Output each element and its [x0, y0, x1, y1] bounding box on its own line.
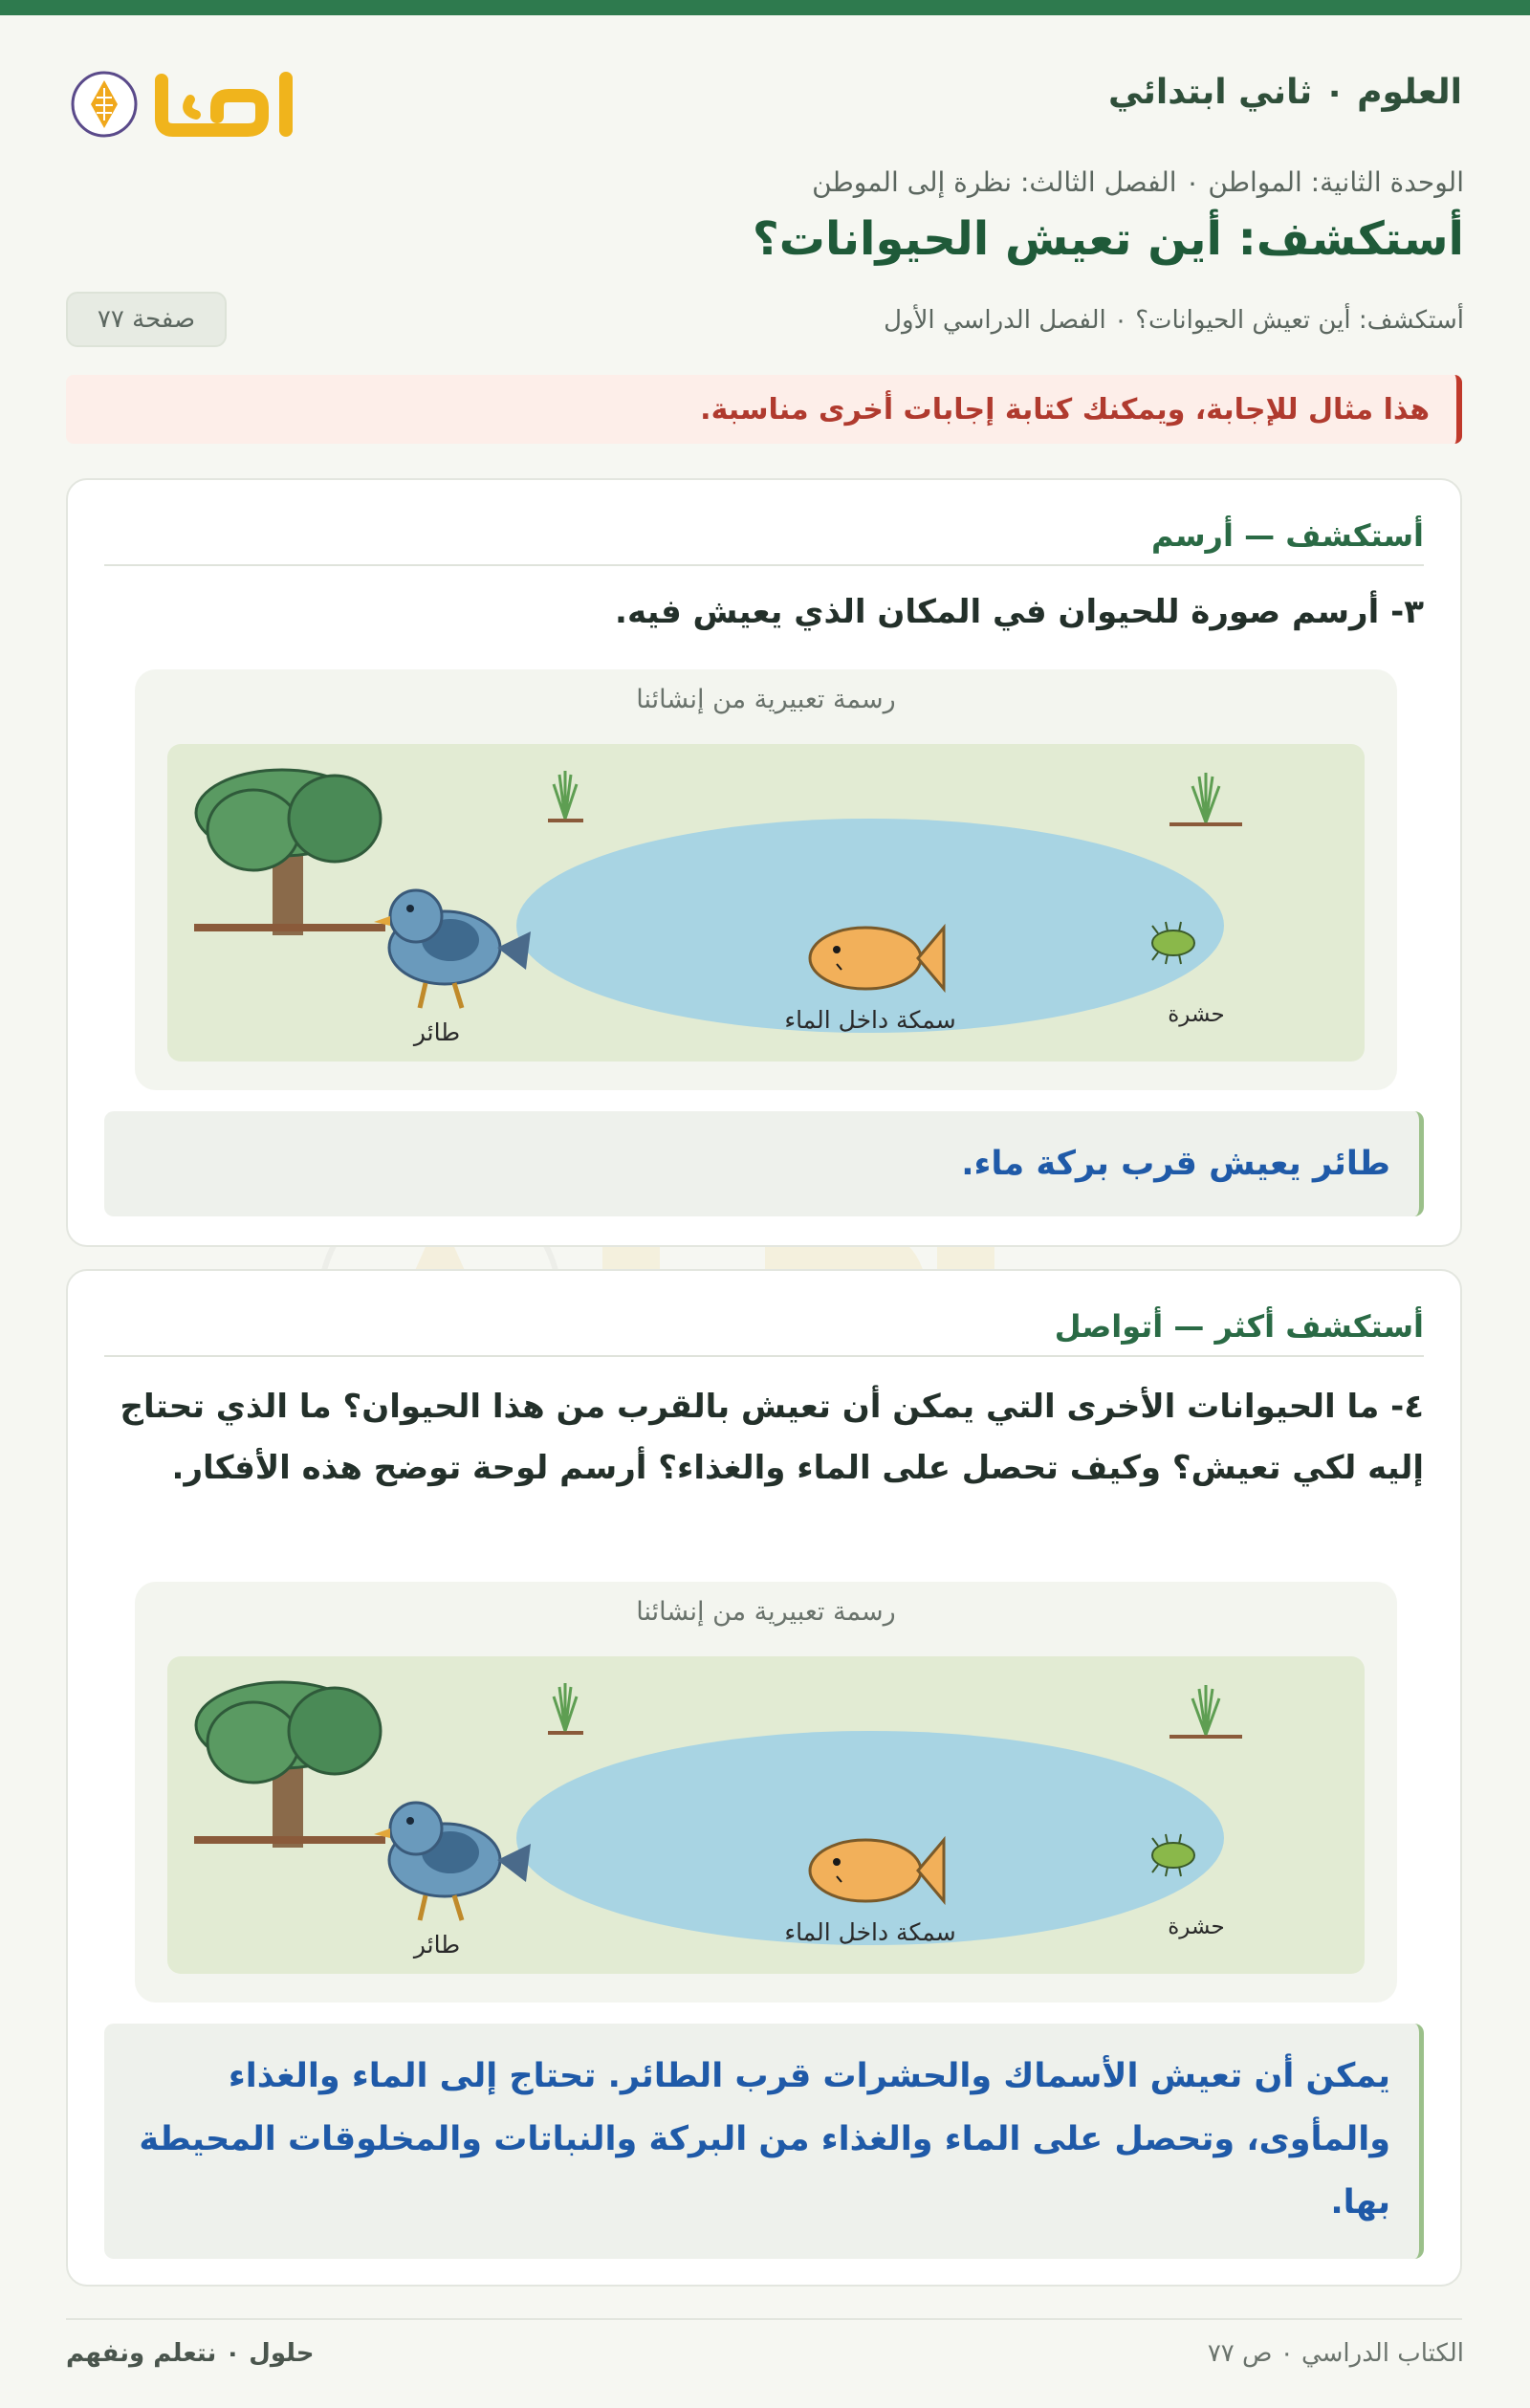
drawing-panel [135, 669, 1397, 1090]
footer-divider [66, 2318, 1462, 2320]
drawing-caption: رسمة تعبيرية من إنشائنا [636, 685, 896, 714]
drawing-panel [135, 1582, 1397, 2003]
pond [516, 819, 1224, 1033]
fish-label: سمكة داخل الماء [784, 1918, 956, 1946]
section-card-draw [66, 478, 1462, 1247]
section-card-communicate [66, 1269, 1462, 2287]
question-text: ٤- ما الحيوانات الأخرى التي يمكن أن تعيش بالقرب من هذا الحيوان؟ ما الذي تحتاج إليه لكي تعيش؟ وكيف تحصل على الماء والغذاء؟ أرسم لوحة توضح هذه الأفكار. [120, 1388, 1424, 1487]
bird-label: طائر [413, 1018, 461, 1046]
question-text: ٣- أرسم صورة للحيوان في المكان الذي يعيش فيه. [615, 593, 1424, 631]
answer-box: يمكن أن تعيش الأسماك والحشرات قرب الطائر. تحتاج إلى الماء والغذاء والمأوى، وتحصل على الماء والغذاء من البركة والنباتات والمخلوقات المحيطة بها. [104, 2024, 1424, 2259]
unit-chapter-line: الوحدة الثانية: المواطن ٠ الفصل الثالث: نظرة إلى الموطن [812, 166, 1464, 198]
page-header [66, 54, 1462, 149]
fish-label: سمكة داخل الماء [784, 1006, 956, 1034]
top-accent-bar [0, 0, 1530, 15]
page-number-badge: صفحة ٧٧ [66, 292, 227, 347]
section-header: أستكشف — أرسم [104, 507, 1424, 566]
bird-label: طائر [413, 1931, 461, 1959]
habitat-illustration [167, 744, 1365, 1062]
page-title: أستكشف: أين تعيش الحيوانات؟ [752, 212, 1464, 266]
section-header: أستكشف أكثر — أتواصل [104, 1298, 1424, 1357]
footer-brand[interactable]: حلول ٠ نتعلم ونفهم [66, 2339, 315, 2368]
answer-box: طائر يعيش قرب بركة ماء. [104, 1111, 1424, 1216]
hulul-logo[interactable] [66, 61, 324, 147]
pond [516, 1731, 1224, 1945]
insect-label: حشرة [1168, 1002, 1225, 1027]
insect-label: حشرة [1168, 1915, 1225, 1939]
habitat-illustration [167, 1656, 1365, 1974]
lesson-meta: أستكشف: أين تعيش الحيوانات؟ ٠ الفصل الدراسي الأول [884, 306, 1464, 335]
drawing-caption: رسمة تعبيرية من إنشائنا [636, 1597, 896, 1627]
footer-book-page: الكتاب الدراسي ٠ ص ٧٧ [1207, 2339, 1464, 2368]
subject-grade: العلوم ٠ ثاني ابتدائي [1107, 73, 1462, 112]
example-answer-notice: هذا مثال للإجابة، ويمكنك كتابة إجابات أخرى مناسبة. [66, 375, 1462, 444]
